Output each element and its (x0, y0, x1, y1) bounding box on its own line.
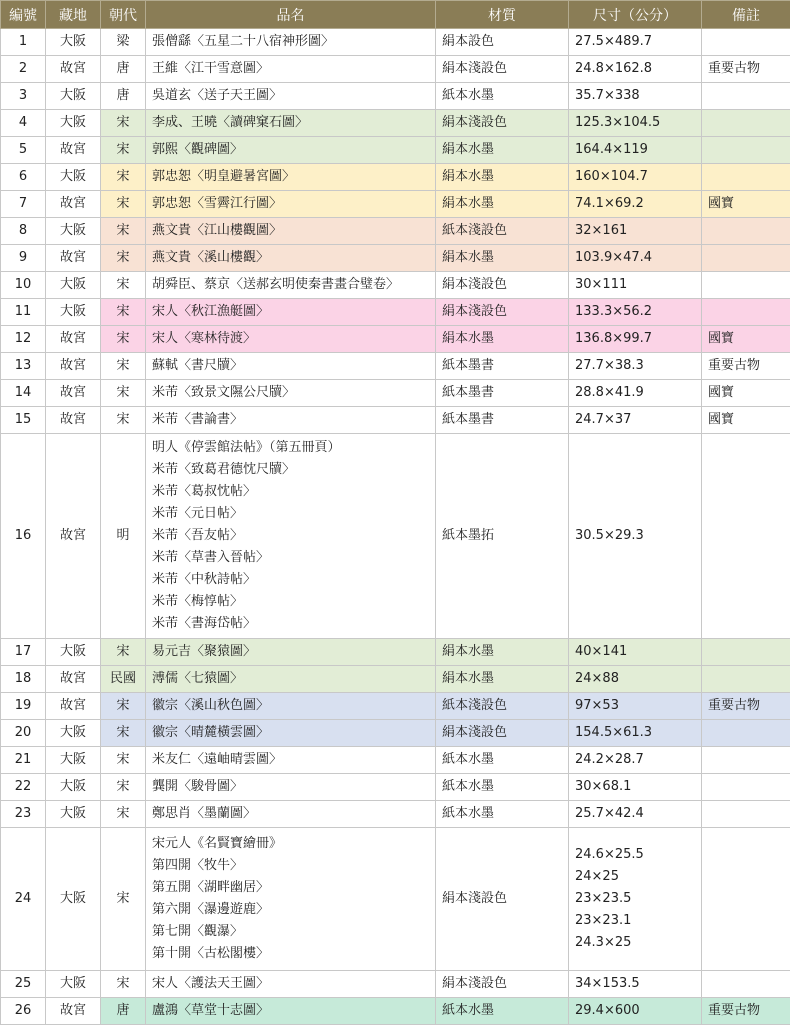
cell-material: 紙本水墨 (436, 998, 569, 1025)
cell-material: 絹本水墨 (436, 191, 569, 218)
cell-material: 絹本淺設色 (436, 971, 569, 998)
table-row (1, 720, 790, 747)
table-row (1, 164, 790, 191)
cell-title: 蘇軾〈書尺牘〉 (146, 353, 436, 380)
cell-no: 25 (1, 971, 46, 998)
table-row (1, 191, 790, 218)
cell-note (702, 434, 790, 639)
cell-dynasty: 宋 (101, 747, 146, 774)
cell-no: 8 (1, 218, 46, 245)
title-line: 第四開〈牧牛〉 (152, 855, 429, 877)
cell-material: 絹本水墨 (436, 666, 569, 693)
cell-location: 大阪 (46, 299, 101, 326)
cell-material: 紙本水墨 (436, 83, 569, 110)
cell-location: 故宮 (46, 137, 101, 164)
cell-location: 大阪 (46, 720, 101, 747)
cell-dynasty: 宋 (101, 245, 146, 272)
cell-dynasty: 宋 (101, 828, 146, 971)
cell-material: 紙本墨拓 (436, 434, 569, 639)
cell-title: 燕文貴〈江山樓觀圖〉 (146, 218, 436, 245)
table-row (1, 56, 790, 83)
header-row (1, 1, 790, 29)
title-line: 米芾〈書海岱帖〉 (152, 613, 429, 635)
cell-title: 龔開〈駿骨圖〉 (146, 774, 436, 801)
cell-location: 大阪 (46, 828, 101, 971)
cell-location: 大阪 (46, 83, 101, 110)
cell-dynasty: 梁 (101, 29, 146, 56)
cell-location: 大阪 (46, 971, 101, 998)
cell-no: 2 (1, 56, 46, 83)
cell-note (702, 137, 790, 164)
cell-dynasty: 宋 (101, 110, 146, 137)
title-line: 第十開〈古松閣樓〉 (152, 943, 429, 965)
cell-size: 27.5×489.7 (569, 29, 702, 56)
cell-dynasty: 宋 (101, 326, 146, 353)
cell-no: 20 (1, 720, 46, 747)
table-row (1, 299, 790, 326)
cell-title-list (146, 434, 436, 639)
cell-size: 133.3×56.2 (569, 299, 702, 326)
cell-note (702, 971, 790, 998)
cell-location: 故宮 (46, 326, 101, 353)
cell-material: 絹本淺設色 (436, 56, 569, 83)
cell-size: 97×53 (569, 693, 702, 720)
cell-note: 國寶 (702, 326, 790, 353)
cell-size: 25.7×42.4 (569, 801, 702, 828)
header-material: 材質 (436, 1, 569, 29)
cell-no: 11 (1, 299, 46, 326)
cell-size: 125.3×104.5 (569, 110, 702, 137)
header-no: 編號 (1, 1, 46, 29)
cell-material: 絹本水墨 (436, 639, 569, 666)
title-line: 米芾〈草書入晉帖〉 (152, 547, 429, 569)
cell-material: 紙本水墨 (436, 747, 569, 774)
cell-material: 絹本淺設色 (436, 110, 569, 137)
cell-material: 絹本淺設色 (436, 299, 569, 326)
table-row (1, 353, 790, 380)
cell-title: 郭忠恕〈雪霽江行圖〉 (146, 191, 436, 218)
cell-size: 28.8×41.9 (569, 380, 702, 407)
cell-location: 大阪 (46, 747, 101, 774)
cell-note (702, 639, 790, 666)
cell-material: 紙本墨書 (436, 353, 569, 380)
cell-location: 故宮 (46, 407, 101, 434)
table-row (1, 380, 790, 407)
cell-location: 故宮 (46, 380, 101, 407)
title-line: 第六開〈瀑邊遊鹿〉 (152, 899, 429, 921)
cell-title: 郭熙〈觀碑圖〉 (146, 137, 436, 164)
cell-dynasty: 宋 (101, 137, 146, 164)
cell-size: 27.7×38.3 (569, 353, 702, 380)
cell-material: 紙本淺設色 (436, 693, 569, 720)
cell-material: 絹本水墨 (436, 245, 569, 272)
cell-dynasty: 宋 (101, 380, 146, 407)
cell-title: 徽宗〈溪山秋色圖〉 (146, 693, 436, 720)
cell-note (702, 774, 790, 801)
cell-location: 大阪 (46, 29, 101, 56)
cell-material: 紙本水墨 (436, 774, 569, 801)
cell-location: 大阪 (46, 774, 101, 801)
cell-no: 4 (1, 110, 46, 137)
cell-location: 故宮 (46, 56, 101, 83)
size-line: 23×23.5 (575, 888, 695, 910)
cell-size: 32×161 (569, 218, 702, 245)
cell-size: 154.5×61.3 (569, 720, 702, 747)
cell-note (702, 164, 790, 191)
cell-title: 張僧繇〈五星二十八宿神形圖〉 (146, 29, 436, 56)
cell-no: 21 (1, 747, 46, 774)
cell-title: 溥儒〈七猿圖〉 (146, 666, 436, 693)
cell-dynasty: 宋 (101, 218, 146, 245)
cell-dynasty: 民國 (101, 666, 146, 693)
cell-note (702, 299, 790, 326)
cell-no: 24 (1, 828, 46, 971)
cell-title: 燕文貴〈溪山樓觀〉 (146, 245, 436, 272)
cell-no: 18 (1, 666, 46, 693)
cell-material: 紙本水墨 (436, 801, 569, 828)
cell-location: 故宮 (46, 998, 101, 1025)
cell-dynasty: 宋 (101, 774, 146, 801)
title-line: 米芾〈中秋詩帖〉 (152, 569, 429, 591)
table-row (1, 747, 790, 774)
cell-location: 故宮 (46, 245, 101, 272)
cell-material: 絹本水墨 (436, 326, 569, 353)
cell-material: 紙本淺設色 (436, 218, 569, 245)
cell-title: 宋人〈寒林待渡〉 (146, 326, 436, 353)
header-size: 尺寸（公分） (569, 1, 702, 29)
cell-no: 14 (1, 380, 46, 407)
cell-title: 徽宗〈晴麓橫雲圖〉 (146, 720, 436, 747)
cell-location: 故宮 (46, 434, 101, 639)
cell-material: 絹本淺設色 (436, 720, 569, 747)
cell-size: 24.8×162.8 (569, 56, 702, 83)
cell-dynasty: 宋 (101, 407, 146, 434)
table-row (1, 407, 790, 434)
cell-note (702, 245, 790, 272)
cell-dynasty: 宋 (101, 971, 146, 998)
cell-no: 16 (1, 434, 46, 639)
cell-title: 米友仁〈遠岫晴雲圖〉 (146, 747, 436, 774)
cell-size: 136.8×99.7 (569, 326, 702, 353)
table-row (1, 828, 790, 971)
cell-size: 74.1×69.2 (569, 191, 702, 218)
cell-note (702, 666, 790, 693)
table-row (1, 110, 790, 137)
cell-dynasty: 明 (101, 434, 146, 639)
cell-title: 吳道玄〈送子天王圖〉 (146, 83, 436, 110)
cell-dynasty: 宋 (101, 299, 146, 326)
header-title: 品名 (146, 1, 436, 29)
cell-title: 米芾〈書論書〉 (146, 407, 436, 434)
cell-title: 胡舜臣、蔡京〈送郝玄明使秦書畫合璧卷〉 (146, 272, 436, 299)
table-row (1, 218, 790, 245)
cell-no: 19 (1, 693, 46, 720)
header-note: 備註 (702, 1, 790, 29)
cell-title: 宋人〈護法天王圖〉 (146, 971, 436, 998)
cell-dynasty: 宋 (101, 720, 146, 747)
cell-no: 17 (1, 639, 46, 666)
cell-size: 34×153.5 (569, 971, 702, 998)
cell-note (702, 801, 790, 828)
cell-location: 大阪 (46, 164, 101, 191)
cell-note: 重要古物 (702, 56, 790, 83)
cell-dynasty: 宋 (101, 801, 146, 828)
title-line: 明人《停雲館法帖》（第五冊頁） (152, 437, 429, 459)
cell-no: 15 (1, 407, 46, 434)
cell-title: 米芾〈致景文隰公尺牘〉 (146, 380, 436, 407)
cell-note (702, 29, 790, 56)
cell-location: 故宮 (46, 693, 101, 720)
table-row (1, 137, 790, 164)
cell-dynasty: 宋 (101, 693, 146, 720)
table-row (1, 434, 790, 639)
cell-dynasty: 宋 (101, 164, 146, 191)
cell-location: 大阪 (46, 110, 101, 137)
cell-no: 12 (1, 326, 46, 353)
title-line: 米芾〈致葛君德忱尺牘〉 (152, 459, 429, 481)
cell-location: 故宮 (46, 666, 101, 693)
cell-material: 紙本墨書 (436, 407, 569, 434)
size-line: 24.3×25 (575, 932, 695, 954)
title-line: 米芾〈葛叔忱帖〉 (152, 481, 429, 503)
cell-title: 易元吉〈聚猿圖〉 (146, 639, 436, 666)
cell-no: 22 (1, 774, 46, 801)
cell-location: 大阪 (46, 272, 101, 299)
cell-note: 國寶 (702, 191, 790, 218)
table-row (1, 326, 790, 353)
title-line: 米芾〈元日帖〉 (152, 503, 429, 525)
title-line: 米芾〈梅惇帖〉 (152, 591, 429, 613)
cell-note (702, 747, 790, 774)
cell-title: 郭忠恕〈明皇避暑宮圖〉 (146, 164, 436, 191)
cell-no: 10 (1, 272, 46, 299)
title-line: 米芾〈吾友帖〉 (152, 525, 429, 547)
cell-note: 重要古物 (702, 353, 790, 380)
cell-dynasty: 宋 (101, 272, 146, 299)
cell-dynasty: 宋 (101, 639, 146, 666)
cell-dynasty: 唐 (101, 998, 146, 1025)
cell-note (702, 720, 790, 747)
cell-dynasty: 唐 (101, 56, 146, 83)
cell-note: 國寶 (702, 380, 790, 407)
table-row (1, 666, 790, 693)
cell-title: 王維〈江干雪意圖〉 (146, 56, 436, 83)
cell-size: 30.5×29.3 (569, 434, 702, 639)
cell-no: 23 (1, 801, 46, 828)
cell-note: 重要古物 (702, 998, 790, 1025)
title-line: 第五開〈湖畔幽居〉 (152, 877, 429, 899)
cell-size: 103.9×47.4 (569, 245, 702, 272)
table-row (1, 29, 790, 56)
cell-size: 35.7×338 (569, 83, 702, 110)
cell-title: 盧鴻〈草堂十志圖〉 (146, 998, 436, 1025)
cell-size: 24×88 (569, 666, 702, 693)
table-row (1, 774, 790, 801)
cell-size: 29.4×600 (569, 998, 702, 1025)
table-row (1, 272, 790, 299)
size-line: 23×23.1 (575, 910, 695, 932)
cell-material: 絹本水墨 (436, 164, 569, 191)
cell-no: 26 (1, 998, 46, 1025)
title-line: 第七開〈觀瀑〉 (152, 921, 429, 943)
size-line: 24.6×25.5 (575, 844, 695, 866)
cell-location: 故宮 (46, 191, 101, 218)
cell-note: 國寶 (702, 407, 790, 434)
cell-note (702, 272, 790, 299)
cell-no: 3 (1, 83, 46, 110)
cell-material: 絹本設色 (436, 29, 569, 56)
cell-size: 160×104.7 (569, 164, 702, 191)
cell-no: 1 (1, 29, 46, 56)
cell-note (702, 828, 790, 971)
cell-size: 30×111 (569, 272, 702, 299)
cell-title: 鄭思肖〈墨蘭圖〉 (146, 801, 436, 828)
table-row (1, 801, 790, 828)
header-dynasty: 朝代 (101, 1, 146, 29)
cell-title: 宋人〈秋江漁艇圖〉 (146, 299, 436, 326)
cell-size: 40×141 (569, 639, 702, 666)
cell-size: 30×68.1 (569, 774, 702, 801)
cell-note: 重要古物 (702, 693, 790, 720)
cell-size: 164.4×119 (569, 137, 702, 164)
cell-location: 大阪 (46, 218, 101, 245)
cell-size: 24.7×37 (569, 407, 702, 434)
cell-note (702, 110, 790, 137)
cell-no: 13 (1, 353, 46, 380)
cell-location: 故宮 (46, 353, 101, 380)
cell-no: 9 (1, 245, 46, 272)
table-row (1, 245, 790, 272)
cell-dynasty: 宋 (101, 191, 146, 218)
cell-no: 6 (1, 164, 46, 191)
size-line: 24×25 (575, 866, 695, 888)
title-line: 宋元人《名賢寶繪冊》 (152, 833, 429, 855)
cell-material: 絹本淺設色 (436, 828, 569, 971)
cell-location: 大阪 (46, 639, 101, 666)
cell-no: 5 (1, 137, 46, 164)
header-location: 藏地 (46, 1, 101, 29)
cell-no: 7 (1, 191, 46, 218)
cell-location: 大阪 (46, 801, 101, 828)
table-row (1, 639, 790, 666)
table-row (1, 998, 790, 1025)
cell-title-list (146, 828, 436, 971)
cell-material: 絹本水墨 (436, 137, 569, 164)
cell-note (702, 83, 790, 110)
cell-dynasty: 唐 (101, 83, 146, 110)
cell-size: 24.2×28.7 (569, 747, 702, 774)
table-row (1, 83, 790, 110)
cell-material: 絹本淺設色 (436, 272, 569, 299)
cell-material: 紙本墨書 (436, 380, 569, 407)
cell-title: 李成、王曉〈讀碑窠石圖〉 (146, 110, 436, 137)
table-row (1, 971, 790, 998)
cell-size-list (569, 828, 702, 971)
table-row (1, 693, 790, 720)
cell-note (702, 218, 790, 245)
cell-dynasty: 宋 (101, 353, 146, 380)
